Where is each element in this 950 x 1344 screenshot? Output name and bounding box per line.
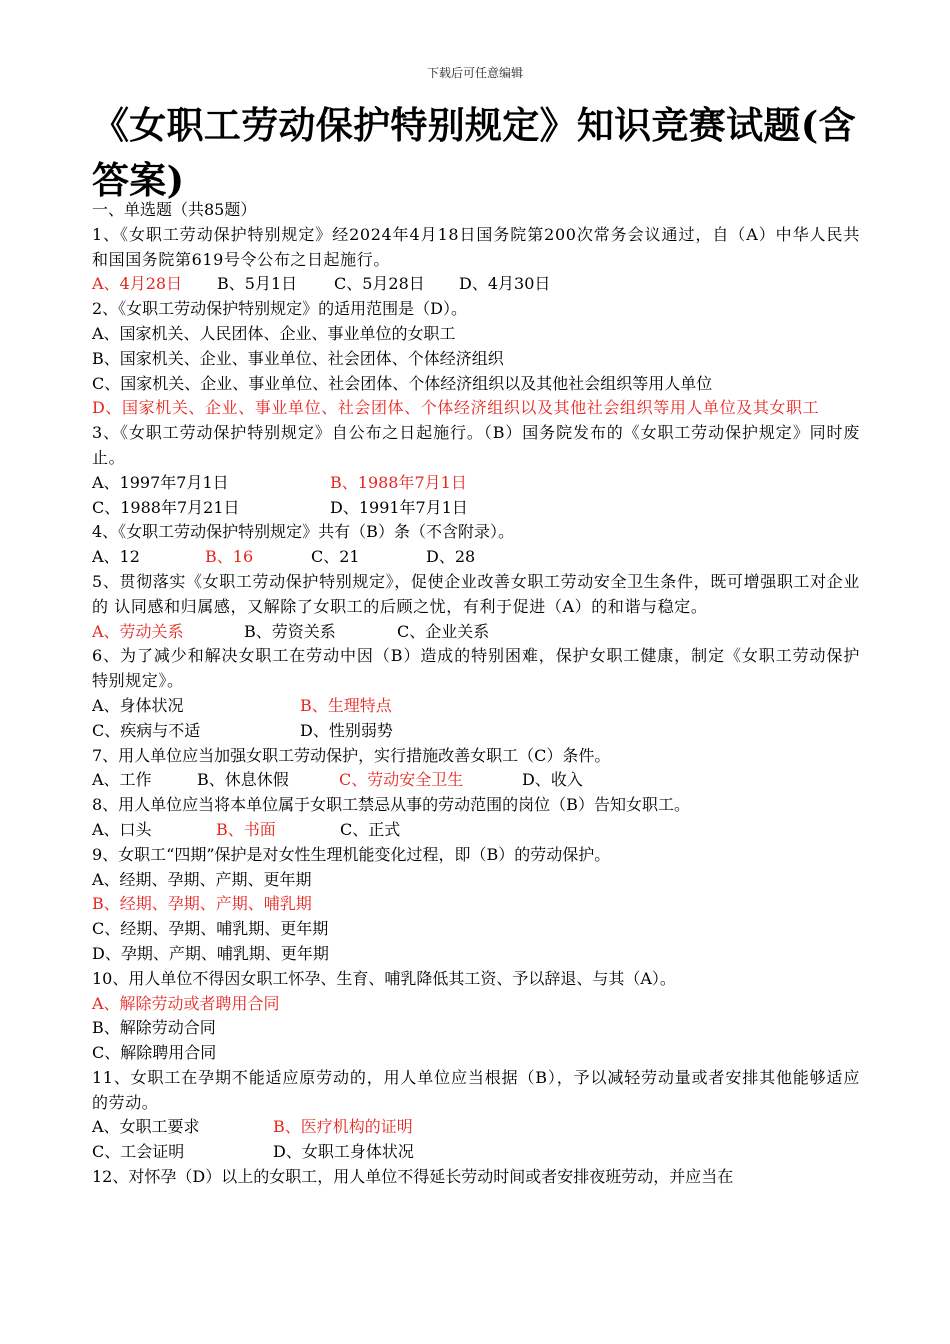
question-8-option-b-answer: B、书面: [216, 819, 276, 839]
question-8-option-a: A、口头: [92, 819, 152, 839]
question-4-option-c: C、21: [311, 547, 360, 567]
question-1-option-b: B、5月1日: [217, 274, 298, 294]
question-4-stem: 4、《女职工劳动保护特别规定》共有（B）条（不含附录）。: [92, 522, 514, 542]
question-7-option-c-answer: C、劳动安全卫生: [339, 770, 464, 790]
question-5-option-c: C、企业关系: [397, 621, 490, 641]
question-10-option-c: C、解除聘用合同: [92, 1043, 217, 1063]
question-11-option-b-answer: B、医疗机构的证明: [273, 1117, 413, 1137]
question-5-option-a-answer: A、劳动关系: [92, 621, 184, 641]
question-6-option-a: A、身体状况: [92, 695, 184, 715]
question-2-option-c: C、国家机关、企业、事业单位、社会团体、个体经济组织以及其他社会组织等用人单位: [92, 373, 713, 393]
question-9-option-b-answer: B、经期、孕期、产期、哺乳期: [92, 894, 312, 914]
question-3-options-row-2: [92, 496, 860, 521]
question-6-option-d: D、性别弱势: [300, 720, 393, 740]
question-11-stem: 11、女职工在孕期不能适应原劳动的，用人单位应当根据（B），予以减轻劳动量或者安排其他能够适应的劳动。: [92, 1067, 860, 1112]
question-5-options: [92, 620, 860, 645]
question-11-option-a: A、女职工要求: [92, 1117, 200, 1137]
question-8-option-c: C、正式: [340, 819, 401, 839]
question-2-option-d-answer: D、国家机关、企业、事业单位、社会团体、个体经济组织以及其他社会组织等用人单位及其女职工: [92, 398, 820, 418]
question-7-option-d: D、收入: [522, 770, 583, 790]
question-6-options-row-2: [92, 719, 860, 744]
question-7-option-b: B、休息休假: [197, 770, 289, 790]
question-1-option-a-answer: A、4月28日: [92, 274, 183, 294]
question-6-options-row-1: [92, 694, 860, 719]
question-11-options-row-2: [92, 1140, 860, 1165]
question-6-option-c: C、疾病与不适: [92, 720, 201, 740]
question-11-options-row-1: [92, 1115, 860, 1140]
section-heading: 一、单选题（共85题）: [92, 200, 257, 219]
question-9-option-a: A、经期、孕期、产期、更年期: [92, 869, 312, 889]
question-3-option-d: D、1991年7月1日: [330, 497, 468, 517]
question-10-option-b: B、解除劳动合同: [92, 1018, 216, 1038]
question-3-stem: 3、《女职工劳动保护特别规定》自公布之日起施行。（B）国务院发布的《女职工劳动保护规定》同时废止。: [92, 423, 860, 467]
question-2-option-b: B、国家机关、企业、事业单位、社会团体、个体经济组织: [92, 348, 504, 368]
question-4-option-d: D、28: [426, 547, 476, 567]
document-body: [92, 198, 860, 1190]
question-1-options: [92, 272, 860, 297]
question-3-options-row-1: [92, 471, 860, 496]
question-1-option-c: C、5月28日: [334, 274, 425, 294]
question-10-stem: 10、用人单位不得因女职工怀孕、生育、哺乳降低其工资、予以辞退、与其（A）。: [92, 968, 676, 988]
question-12-stem: 12、对怀孕（D）以上的女职工，用人单位不得延长劳动时间或者安排夜班劳动，并应当在: [92, 1167, 734, 1187]
question-4-option-a: A、12: [92, 547, 140, 567]
question-10-option-a-answer: A、解除劳动或者聘用合同: [92, 993, 280, 1013]
question-8-stem: 8、用人单位应当将本单位属于女职工禁忌从事的劳动范围的岗位（B）告知女职工。: [92, 795, 690, 815]
question-3-option-c: C、1988年7月21日: [92, 497, 240, 517]
document-title: 《女职工劳动保护特别规定》知识竞赛试题(含答案): [92, 103, 856, 202]
question-5-option-b: B、劳资关系: [244, 621, 336, 641]
question-3-option-b-answer: B、1988年7月1日: [330, 472, 467, 492]
question-2-option-a: A、国家机关、人民团体、企业、事业单位的女职工: [92, 323, 456, 343]
question-4-options: [92, 545, 860, 570]
question-2-stem: 2、《女职工劳动保护特别规定》的适用范围是（D）。: [92, 299, 468, 319]
question-9-option-d: D、孕期、产期、哺乳期、更年期: [92, 943, 329, 963]
question-5-stem: 5、贯彻落实《女职工劳动保护特别规定》，促使企业改善女职工劳动安全卫生条件，既可增强职工对企业的 认同感和归属感，又解除了女职工的后顾之忧，有利于促进（A）的和谐与稳定。: [92, 571, 860, 616]
question-8-options: [92, 818, 860, 843]
question-9-option-c: C、经期、孕期、哺乳期、更年期: [92, 919, 329, 939]
question-9-stem: 9、女职工“四期”保护是对女性生理机能变化过程，即（B）的劳动保护。: [92, 844, 611, 864]
question-7-options: [92, 768, 860, 793]
question-6-option-b-answer: B、生理特点: [300, 695, 392, 715]
page-header: 下载后可任意编辑: [426, 66, 523, 80]
question-1-stem: 1、《女职工劳动保护特别规定》经2024年4月18日国务院第200次常务会议通过，自（A）中华人民共和国国务院第619号令公布之日起施行。: [92, 224, 860, 269]
question-4-option-b-answer: B、16: [205, 547, 254, 567]
question-3-option-a: A、1997年7月1日: [92, 472, 229, 492]
question-1-option-d: D、4月30日: [459, 274, 551, 294]
question-7-option-a: A、工作: [92, 770, 152, 790]
question-7-stem: 7、用人单位应当加强女职工劳动保护，实行措施改善女职工（C）条件。: [92, 745, 611, 765]
question-11-option-d: D、女职工身体状况: [273, 1142, 414, 1162]
question-6-stem: 6、为了减少和解决女职工在劳动中因（B）造成的特别困难，保护女职工健康，制定《女职工劳动保护特别规定》。: [92, 646, 860, 691]
question-11-option-c: C、工会证明: [92, 1142, 185, 1162]
